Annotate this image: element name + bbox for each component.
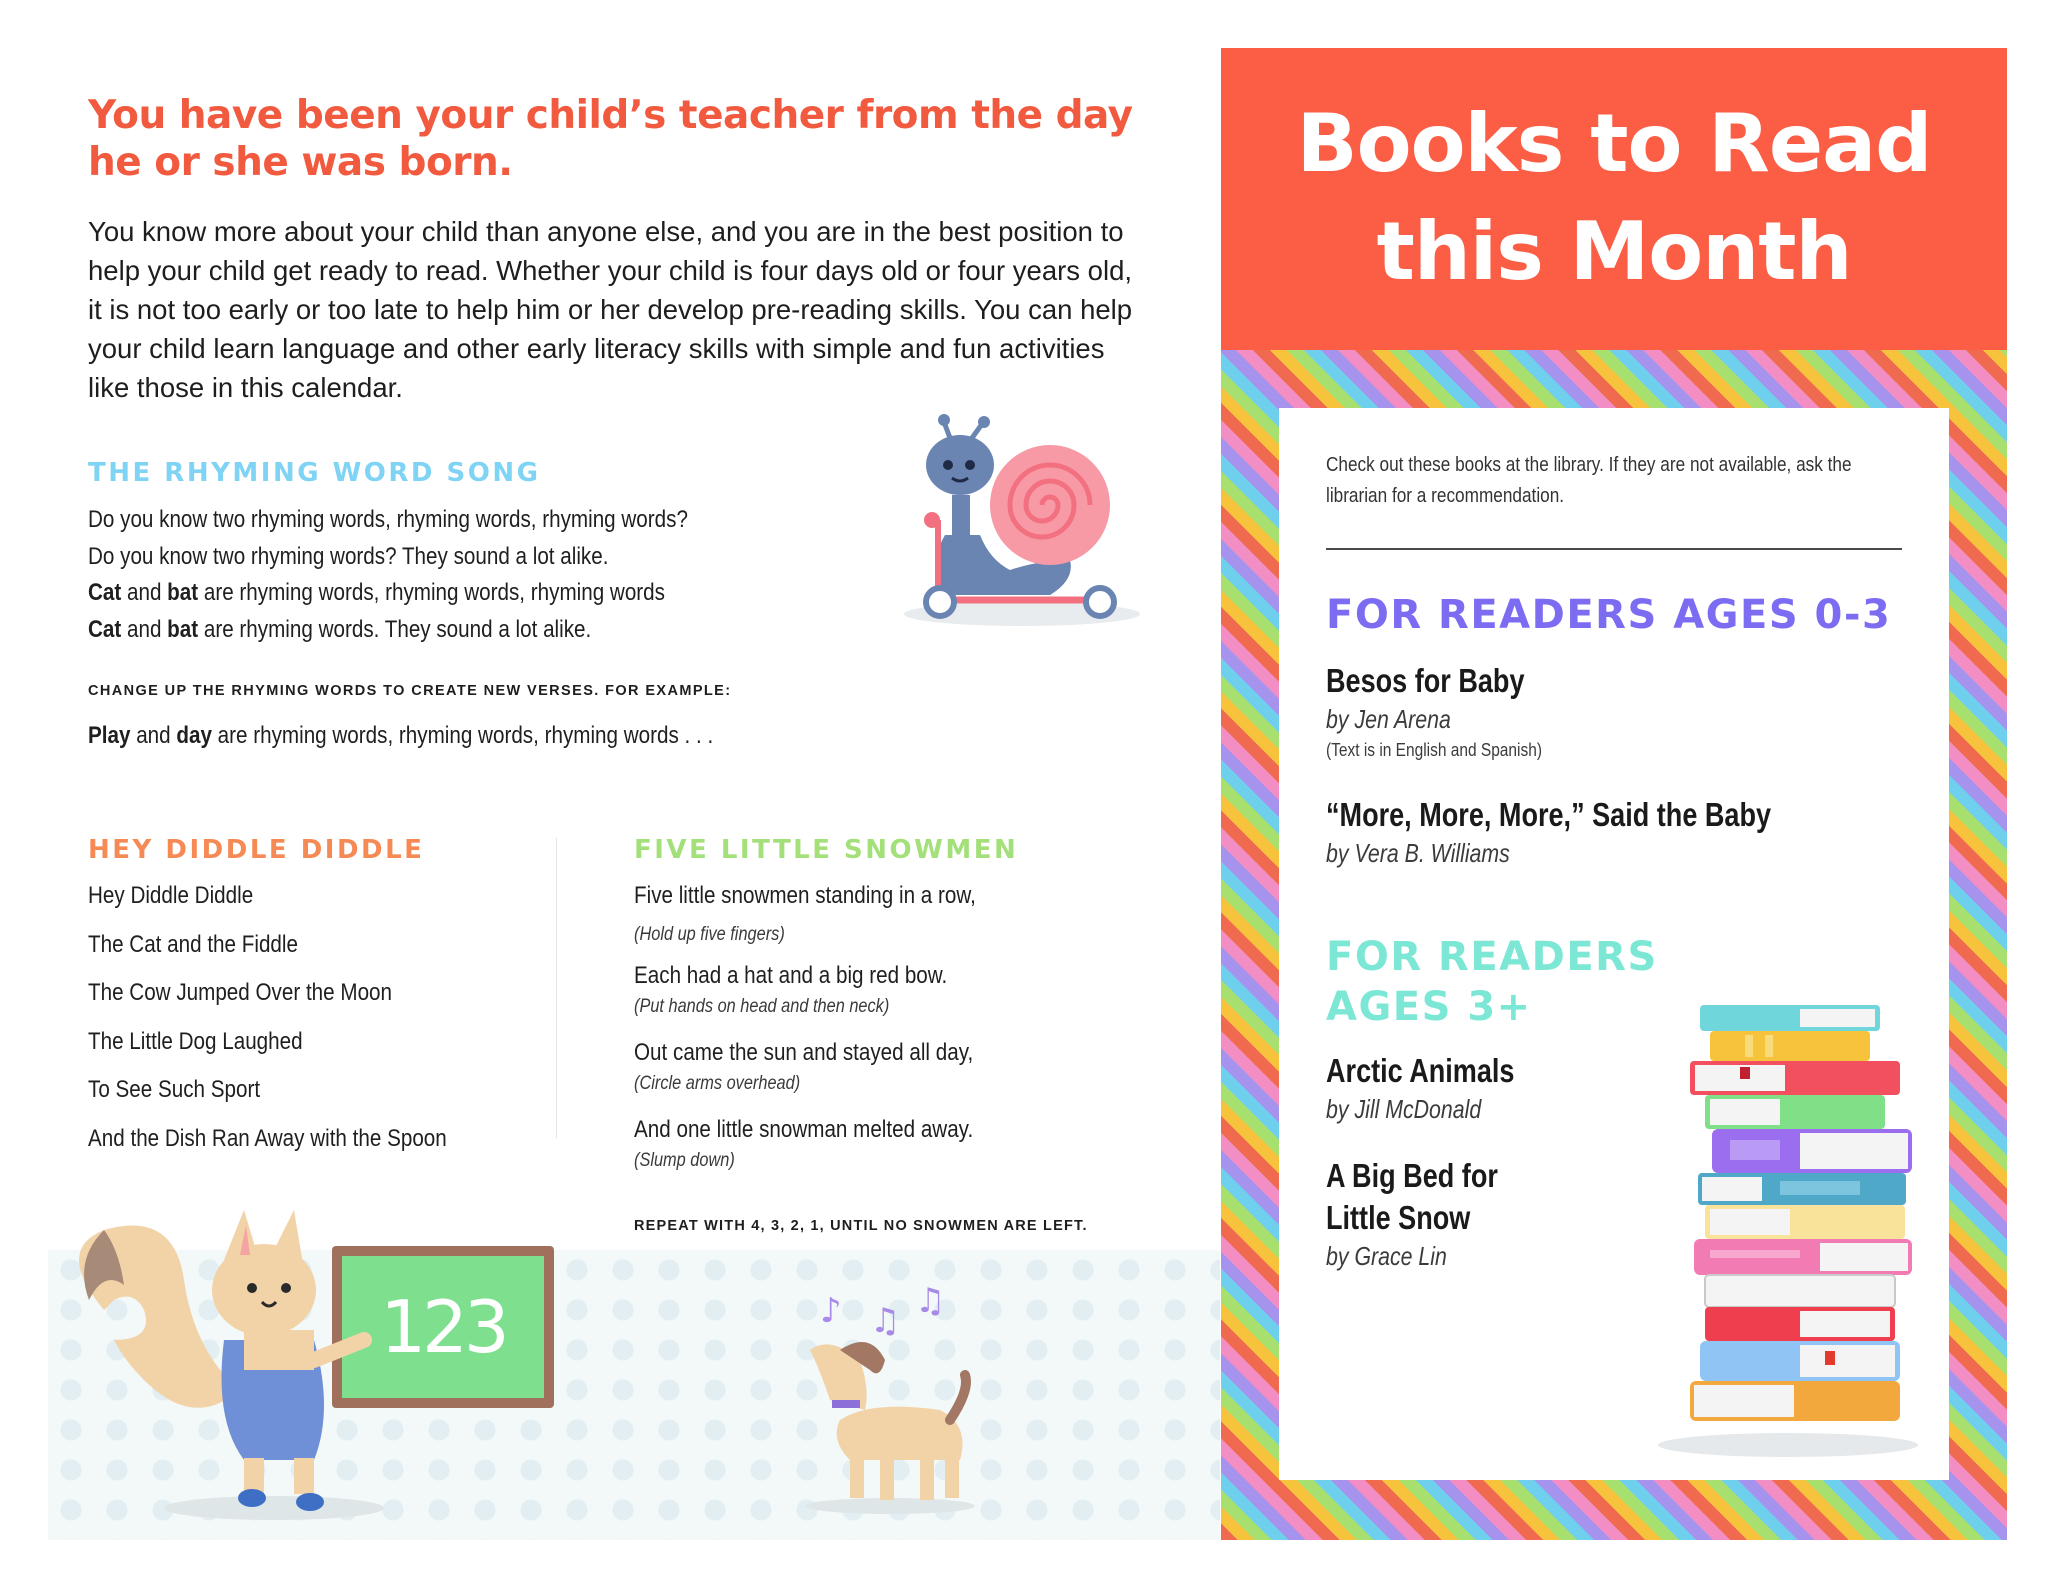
book-title: A Big Bed for — [1326, 1157, 1498, 1194]
rhyme-word: bat — [167, 579, 199, 606]
dog-singing-icon — [770, 1280, 990, 1520]
lyric-line: Do you know two rhyming words? They sound a lot alike. — [88, 542, 609, 570]
lyric-line: The Cat and the Fiddle — [88, 930, 298, 958]
lyric-line: The Little Dog Laughed — [88, 1027, 303, 1055]
book-note: (Text is in English and Spanish) — [1326, 740, 1542, 760]
book-author: by Jill McDonald — [1326, 1094, 1482, 1124]
snail-scooter-icon — [900, 410, 1150, 630]
panel-title-line: Books to Read — [1296, 97, 1932, 190]
verse — [634, 1035, 1032, 1112]
snowmen-lyrics — [634, 878, 1032, 1174]
rhyming-song-title: THE RHYMING WORD SONG — [88, 458, 541, 488]
verse — [634, 958, 1032, 1035]
book-list-intro: Check out these books at the library. If they are not available, ask the librarian for a recommendation. — [1326, 454, 1852, 507]
lyric-line: Do you know two rhyming words, rhyming words, rhyming words? — [88, 506, 688, 533]
column-divider — [556, 838, 557, 1138]
music-note-icon: ♫ — [870, 1301, 901, 1341]
music-note-icon: ♪ — [820, 1291, 842, 1331]
verse-line: Out came the sun and stayed all day, — [634, 1039, 974, 1066]
lyric-line: The Cow Jumped Over the Moon — [88, 979, 393, 1006]
lyric-line: And the Dish Ran Away with the Spoon — [88, 1124, 447, 1152]
lyric-text: and — [121, 615, 168, 643]
book-stack-icon — [1650, 995, 1930, 1465]
book-author: by Vera B. Williams — [1326, 838, 1510, 868]
book-author: by Grace Lin — [1326, 1241, 1447, 1271]
verse-action: (Circle arms overhead) — [634, 1073, 801, 1094]
verse-action: (Hold up five fingers) — [634, 924, 785, 945]
rhyme-word: day — [176, 722, 212, 749]
lyric-line: To See Such Sport — [88, 1076, 261, 1103]
book-item — [1326, 660, 1577, 764]
intro-heading: You have been your child’s teacher from the day he or she was born. — [88, 93, 1133, 185]
rhyme-word: Play — [88, 722, 131, 749]
rhyming-song-lyrics — [88, 502, 786, 648]
rhyme-word: Cat — [88, 615, 122, 643]
rhyming-example — [88, 718, 713, 754]
lyric-line: Hey Diddle Diddle — [88, 882, 254, 909]
group-title-ages-3-plus: FOR READERS AGES 3+ — [1326, 934, 1658, 1030]
lyric-line — [88, 612, 688, 649]
lyric-text: and — [130, 722, 177, 749]
intro-body: You know more about your child than anyone else, and you are in the best position to help your child get ready to read. Whether your child is four days old or four years old, it is not too early or too late to help him or her develop pre-reading skills. You can help your child learn language and other early literacy skills with simple and fun activities like those in this calendar. — [88, 216, 1133, 403]
book-item — [1326, 1050, 1556, 1126]
verse-line: And one little snowman melted away. — [634, 1116, 974, 1143]
lyric-text: are rhyming words. They sound a lot alike. — [198, 615, 592, 643]
snowmen-note: REPEAT WITH 4, 3, 2, 1, UNTIL NO SNOWMEN ARE LEFT. — [634, 1218, 1088, 1234]
book-item — [1326, 1155, 1536, 1273]
verse-action: (Put hands on head and then neck) — [634, 996, 890, 1017]
divider — [1326, 548, 1902, 550]
book-title: Arctic Animals — [1326, 1052, 1515, 1089]
book-item — [1326, 794, 1869, 870]
snowmen-title: FIVE LITTLE SNOWMEN — [634, 835, 1019, 865]
book-title: “More, More, More,” Said the Baby — [1326, 796, 1772, 833]
group-title-ages-0-3: FOR READERS AGES 0-3 — [1326, 592, 1892, 638]
hey-diddle-lyrics — [88, 878, 505, 1169]
lyric-text: and — [121, 579, 168, 606]
verse — [634, 1112, 1032, 1174]
verse-action: (Slump down) — [634, 1150, 735, 1171]
lyric-line — [88, 575, 688, 612]
music-note-icon: ♫ — [915, 1281, 946, 1321]
hey-diddle-title: HEY DIDDLE DIDDLE — [88, 835, 425, 865]
lyric-text: are rhyming words, rhyming words, rhyming words — [198, 579, 665, 606]
panel-title — [1221, 90, 2007, 306]
lyric-text: are rhyming words, rhyming words, rhyming words . . . — [211, 722, 714, 749]
rhyming-song-note: CHANGE UP THE RHYMING WORDS TO CREATE NEW VERSES. FOR EXAMPLE: — [88, 683, 732, 699]
book-author: by Jen Arena — [1326, 704, 1451, 734]
rhyme-word: bat — [167, 615, 199, 643]
verse-line: Five little snowmen standing in a row, — [634, 882, 976, 909]
verse — [634, 878, 1032, 958]
verse-line: Each had a hat and a big red bow. — [634, 962, 948, 989]
squirrel-teacher-icon — [64, 1190, 394, 1530]
rhyme-word: Cat — [88, 579, 122, 606]
chalkboard-text: 123 — [380, 1285, 506, 1369]
panel-title-line: this Month — [1376, 205, 1852, 298]
book-title: Besos for Baby — [1326, 662, 1525, 699]
book-title: Little Snow — [1326, 1199, 1471, 1236]
